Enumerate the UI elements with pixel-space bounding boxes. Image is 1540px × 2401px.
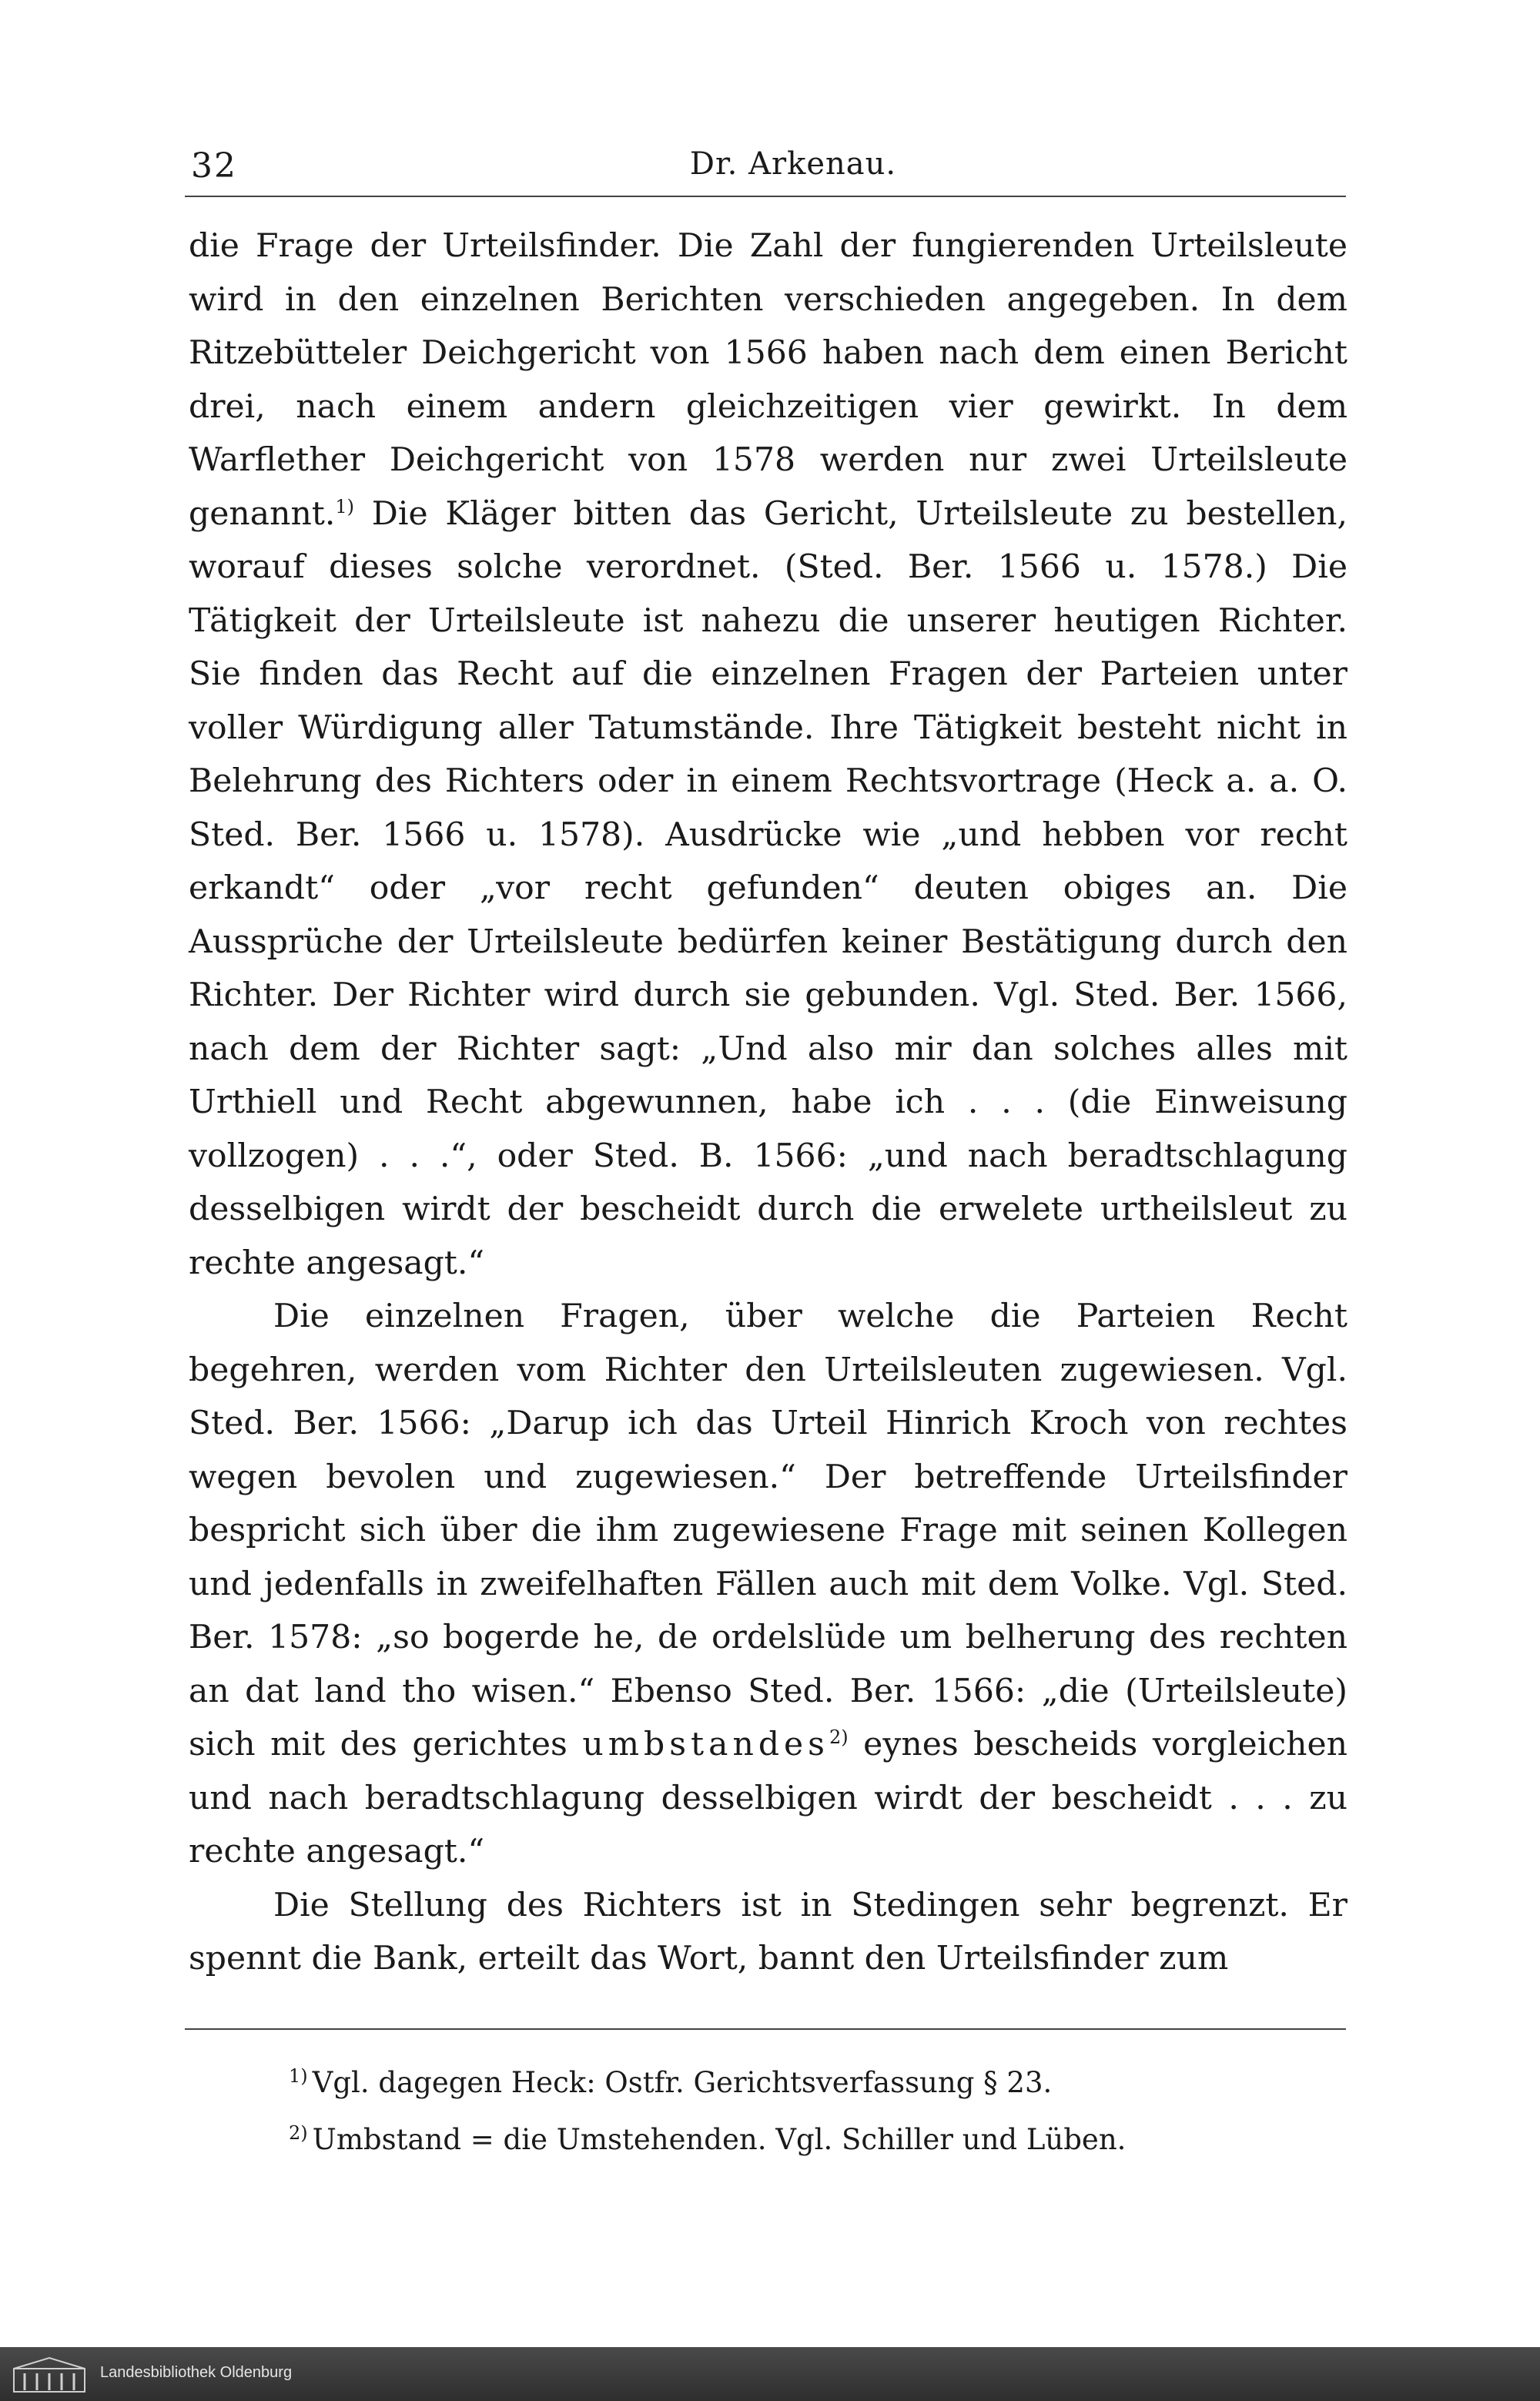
- paragraph-2: [189, 1290, 1348, 1879]
- paragraph-1-text-b: Die Kläger bitten das Gericht, Urteilsleute zu bestellen, worauf dieses solche verordnet. (Sted. Ber. 1566 u. 1578.) Die Tätigkeit der Urteilsleute ist nahezu die unserer heutigen Richter. Sie finden das Recht auf die einzelnen Fragen der Parteien unter voller Würdigung aller Tatumstände. Ihre Tätigkeit besteht nicht in Belehrung des Richters oder in einem Rechtsvortrage (Heck a. a. O. Sted. Ber. 1566 u. 1578). Ausdrücke wie „und hebben vor recht erkandt“ oder „vor recht gefunden“ deuten obiges an. Die Aussprüche der Urteilsleute bedürfen keiner Bestätigung durch den Richter. Der Richter wird durch sie gebunden. Vgl. Sted. Ber. 1566, nach dem der Richter sagt: „Und also mir dan solches alles mit Urthiell und Recht abgewunnen, habe ich . . . (die Einweisung vollzogen) . . .“, oder Sted. B. 1566: „und nach beradtschlagung desselbigen wirdt der bescheidt durch die erwelete urtheilsleut zu rechte angesagt.“: [189, 494, 1348, 1282]
- footnotes: [289, 2054, 1344, 2168]
- paragraph-3-text: Die Stellung des Richters ist in Stedingen sehr begrenzt. Er spennt die Bank, erteilt das Wort, bannt den Urteilsfinder zum: [189, 1886, 1348, 1977]
- footnote-1-mark: 1): [289, 2064, 308, 2087]
- paragraph-2-spaced-word: umbstandes: [582, 1726, 829, 1763]
- paragraph-1: [189, 219, 1348, 1290]
- paragraph-2-text-a: Die einzelnen Fragen, über welche die Parteien Recht begehren, werden vom Richter den Urteilsleuten zugewiesen. Vgl. Sted. Ber. 1566: „Darup ich das Urteil Hinrich Kroch von rechtes wegen bevolen und zugewiesen.“ Der betreffende Urteilsfinder bespricht sich über die ihm zugewiesene Frage mit seinen Kollegen und jedenfalls in zweifelhaften Fällen auch mit dem Volke. Vgl. Sted. Ber. 1578: „so bogerde he, de ordelslüde um belherung des rechten an dat land tho wisen.“ Ebenso Sted. Ber. 1566: „die (Urteilsleute) sich mit des gerichtes: [189, 1298, 1348, 1763]
- paragraph-1-text-a: die Frage der Urteilsfinder. Die Zahl der fungierenden Urteilsleute wird in den einzelnen Berichten verschieden angegeben. In dem Ritzebütteler Deichgericht von 1566 haben nach dem einen Bericht drei, nach einem andern gleichzeitigen vier gewirkt. In dem Warflether Deichgericht von 1578 werden nur zwei Urteilsleute genannt.: [189, 227, 1348, 533]
- footnote-1-text: Vgl. dagegen Heck: Ostfr. Gerichtsverfassung § 23.: [312, 2066, 1053, 2099]
- footnote-ref-2: 2): [829, 1726, 849, 1748]
- footnote-2: [289, 2111, 1344, 2168]
- footnote-1: [289, 2054, 1344, 2111]
- body-text: [189, 219, 1348, 1986]
- footnote-2-mark: 2): [289, 2121, 308, 2144]
- paragraph-3: [189, 1879, 1348, 1986]
- footnote-rule: [185, 2028, 1346, 2030]
- running-head: Dr. Arkenau.: [689, 146, 897, 182]
- footnote-2-text: Umbstand = die Umstehenden. Vgl. Schiller und Lüben.: [312, 2123, 1127, 2156]
- library-building-icon: [11, 2355, 88, 2393]
- library-name: Landesbibliothek Oldenburg: [100, 2364, 293, 2381]
- footnote-ref-1: 1): [335, 495, 355, 517]
- library-footer-bar: [0, 2347, 1540, 2401]
- page-number: 32: [191, 146, 237, 186]
- header-rule: [185, 196, 1346, 197]
- paragraph-2-text-b: eynes bescheids vorgleichen und nach beradtschlagung desselbigen wirdt der bescheidt . . . zu rechte angesagt.“: [189, 1726, 1348, 1870]
